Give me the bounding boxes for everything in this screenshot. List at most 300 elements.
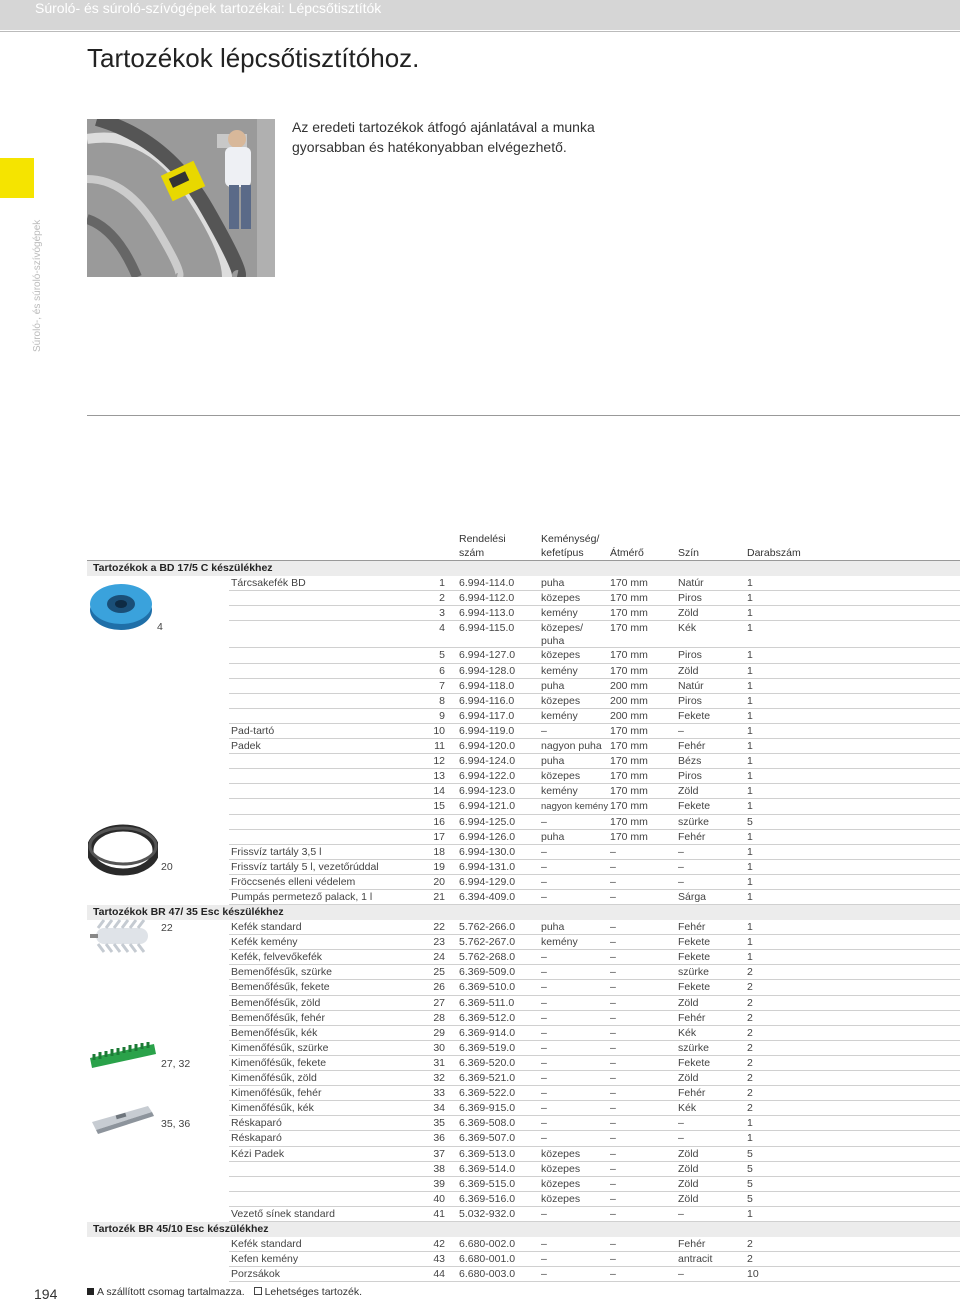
cell-hard: közepes [541, 1147, 581, 1160]
col-hardness [541, 532, 599, 560]
cell-qty: 1 [747, 860, 753, 873]
cell-color: antracit [678, 1253, 713, 1266]
cell-color: szürke [678, 815, 709, 828]
cell-no: 44 [433, 1268, 445, 1281]
cell-code: 6.994-130.0 [459, 845, 516, 858]
cell-diam: – [610, 936, 616, 949]
cell-color: – [678, 845, 684, 858]
cell-hard: kemény [541, 936, 578, 949]
cell-no: 36 [433, 1132, 445, 1145]
col-hardness-line1: Keménység/ [541, 533, 600, 545]
cell-diam: – [610, 1117, 616, 1130]
section-br-47-35: Tartozékok BR 47/ 35 Esc készülékhez [87, 905, 960, 920]
cell-qty: 2 [747, 1238, 753, 1250]
table-row [229, 996, 960, 1011]
table-row [229, 1086, 960, 1101]
cell-diam: 170 mm [610, 815, 648, 828]
table-row [229, 694, 960, 709]
cell-no: 30 [433, 1041, 445, 1054]
cell-no: 27 [433, 996, 445, 1009]
table-row [229, 1252, 960, 1267]
cell-diam: 170 mm [610, 577, 648, 589]
cell-color: Piros [678, 694, 702, 707]
cell-diam: – [610, 1177, 616, 1190]
cell-diam: 170 mm [610, 664, 648, 677]
table-row [229, 965, 960, 980]
cell-color: Fehér [678, 1087, 706, 1100]
cell-code: 6.994-117.0 [459, 709, 515, 722]
cell-color: Kék [678, 622, 697, 635]
cell-code: 6.994-128.0 [459, 664, 516, 677]
cell-name: Vezető sínek standard [231, 1208, 335, 1220]
cell-diam: 170 mm [610, 622, 648, 635]
roller-brush-image [90, 916, 154, 961]
cell-code: 6.369-509.0 [459, 966, 516, 979]
cell-diam: – [610, 860, 616, 873]
cell-hard: – [541, 1253, 547, 1266]
cell-diam: 170 mm [610, 607, 648, 620]
cell-code: 6.369-515.0 [459, 1177, 516, 1190]
cell-color: Sárga [678, 891, 707, 904]
picture-label: 27, 32 [161, 1058, 191, 1070]
cell-diam: – [610, 1162, 616, 1175]
cell-no: 17 [433, 830, 445, 843]
cell-color: Zöld [678, 1162, 699, 1175]
table-row [229, 1207, 960, 1222]
cell-hard: – [541, 860, 547, 873]
table-row [229, 1116, 960, 1131]
cell-qty: 5 [747, 815, 753, 828]
cell-hard-line2: puha [541, 635, 565, 648]
cell-code: 6.369-914.0 [459, 1026, 516, 1039]
cell-diam: 170 mm [610, 592, 648, 605]
cell-qty: 1 [747, 921, 753, 933]
cell-diam: 170 mm [610, 770, 648, 783]
cell-hard: kemény [541, 607, 578, 620]
cell-color: Zöld [678, 996, 699, 1009]
cell-code: 6.369-521.0 [459, 1072, 516, 1084]
cell-code: 6.994-114.0 [459, 577, 515, 589]
cell-hard: puha [541, 755, 565, 768]
table-row [229, 724, 960, 739]
cell-color: Bézs [678, 755, 702, 768]
header-divider [0, 31, 960, 32]
cell-no: 3 [439, 607, 445, 620]
cell-qty: 1 [747, 845, 753, 858]
cell-hard: puha [541, 577, 565, 589]
cell-color: Piros [678, 770, 702, 783]
cell-qty: 5 [747, 1147, 753, 1160]
cell-color: szürke [678, 1041, 709, 1054]
cell-code: 6.369-514.0 [459, 1162, 516, 1175]
cell-no: 37 [433, 1147, 445, 1160]
cell-code: 6.994-120.0 [459, 740, 516, 753]
cell-diam: – [610, 966, 616, 979]
cell-qty: 1 [747, 622, 753, 635]
table-row [229, 845, 960, 860]
cell-hard: – [541, 981, 547, 994]
cell-qty: 1 [747, 1117, 753, 1130]
cell-hard: – [541, 845, 547, 858]
cell-diam: – [610, 1011, 616, 1024]
cell-diam: – [610, 981, 616, 994]
cell-no: 35 [433, 1117, 445, 1130]
table-row [229, 679, 960, 694]
cell-no: 2 [439, 592, 445, 605]
table-row [229, 1041, 960, 1056]
col-order-no-line1: Rendelési [459, 533, 506, 545]
cell-code: 6.394-409.0 [459, 891, 516, 904]
cell-hard: – [541, 1268, 547, 1281]
legend [87, 1286, 368, 1298]
cell-name: Bemenőfésűk, fekete [231, 981, 330, 994]
cell-code: 6.994-113.0 [459, 607, 515, 620]
cell-color: Natúr [678, 577, 704, 589]
picture-label: 22 [161, 922, 173, 934]
cell-color: Fehér [678, 1011, 706, 1024]
cell-name: Réskaparó [231, 1117, 282, 1130]
cell-hard: – [541, 1056, 547, 1069]
cell-code: 6.994-115.0 [459, 622, 515, 635]
cell-qty: 2 [747, 1102, 753, 1115]
cell-color: – [678, 1268, 684, 1281]
intro-text: Az eredeti tartozékok átfogó ajánlatával a munka gyorsabban és hatékonyabban elvégezhető. [292, 119, 595, 155]
cell-hard: – [541, 1041, 547, 1054]
cell-qty: 1 [747, 936, 753, 949]
table-row [229, 1147, 960, 1162]
cell-code: 6.994-124.0 [459, 755, 516, 768]
cell-diam: – [610, 1268, 616, 1281]
cell-code: 6.369-512.0 [459, 1011, 516, 1024]
cell-hard: – [541, 1026, 547, 1039]
table-row [229, 830, 960, 845]
cell-qty: 1 [747, 649, 753, 662]
cell-qty: 5 [747, 1192, 753, 1205]
cell-hard: – [541, 1102, 547, 1115]
cell-code: 6.369-522.0 [459, 1087, 516, 1100]
cell-hard: – [541, 1238, 547, 1250]
cell-qty: 5 [747, 1177, 753, 1190]
cell-no: 38 [433, 1162, 445, 1175]
cell-diam: – [610, 1238, 616, 1250]
table-row [229, 935, 960, 950]
scraper-image [88, 1100, 158, 1141]
cell-code: 6.994-116.0 [459, 694, 515, 707]
cell-qty: 1 [747, 830, 753, 843]
cell-diam: – [610, 1132, 616, 1145]
cell-color: Fehér [678, 740, 706, 753]
cell-no: 10 [433, 724, 445, 737]
cell-qty: 1 [747, 755, 753, 768]
cell-color: – [678, 860, 684, 873]
table-row [229, 1267, 960, 1282]
cell-color: Kék [678, 1102, 697, 1115]
cell-qty: 1 [747, 785, 753, 798]
table-row [229, 1177, 960, 1192]
cell-code: 6.680-002.0 [459, 1238, 516, 1250]
cell-name: Tárcsakefék BD [231, 577, 306, 589]
cell-name: Kefék standard [231, 1238, 302, 1250]
cell-no: 40 [433, 1192, 445, 1205]
cell-name: Frissvíz tartály 3,5 l [231, 845, 322, 858]
cell-no: 13 [433, 770, 445, 783]
cell-color: – [678, 1208, 684, 1220]
cell-code: 5.032-932.0 [459, 1208, 516, 1220]
legend-included [87, 1286, 245, 1298]
cell-hard: – [541, 1072, 547, 1084]
cell-code: 6.994-119.0 [459, 724, 515, 737]
table-row [229, 709, 960, 724]
cell-qty: 1 [747, 694, 753, 707]
cell-code: 6.369-511.0 [459, 996, 515, 1009]
cell-color: – [678, 1132, 684, 1145]
cell-color: Zöld [678, 785, 699, 798]
cell-color: Kék [678, 1026, 697, 1039]
cell-name: Porzsákok [231, 1268, 281, 1281]
cell-qty: 1 [747, 724, 753, 737]
cell-color: Fehér [678, 830, 706, 843]
table-row [229, 664, 960, 679]
cell-hard: közepes [541, 1162, 581, 1175]
comb-image [88, 1040, 158, 1075]
table-row [229, 950, 960, 965]
cell-no: 4 [439, 622, 445, 635]
cell-hard: közepes [541, 649, 581, 662]
cell-no: 31 [433, 1056, 445, 1069]
cell-hard: – [541, 1087, 547, 1100]
cell-diam: – [610, 875, 616, 888]
cell-qty: 1 [747, 679, 753, 692]
page-number: 194 [34, 1286, 58, 1302]
cell-hard: – [541, 996, 547, 1009]
cell-qty: 2 [747, 966, 753, 979]
cell-diam: 170 mm [610, 724, 648, 737]
cell-hard: – [541, 815, 547, 828]
cell-hard: puha [541, 921, 565, 933]
cell-code: 6.994-129.0 [459, 875, 516, 888]
cell-color: Piros [678, 649, 702, 662]
cell-no: 12 [433, 755, 445, 768]
cell-no: 9 [439, 709, 445, 722]
cell-qty: 2 [747, 981, 753, 994]
cell-no: 32 [433, 1072, 445, 1084]
cell-no: 19 [433, 860, 445, 873]
cell-name: Pad-tartó [231, 724, 275, 737]
cell-diam: 170 mm [610, 800, 648, 813]
cell-name: Pumpás permetező palack, 1 l [231, 891, 373, 904]
cell-name: Kimenőfésűk, zöld [231, 1072, 317, 1084]
table-row [229, 1056, 960, 1071]
header-bar [0, 0, 960, 30]
legend-optional-text: Lehetséges tartozék. [264, 1286, 363, 1298]
cell-code: 6.680-003.0 [459, 1268, 516, 1281]
cell-no: 39 [433, 1177, 445, 1190]
cell-code: 6.994-125.0 [459, 815, 516, 828]
table-row [229, 875, 960, 890]
cell-no: 6 [439, 664, 445, 677]
cell-hard: – [541, 966, 547, 979]
cell-no: 8 [439, 694, 445, 707]
cell-qty: 2 [747, 1072, 753, 1084]
filled-square-icon [87, 1288, 94, 1295]
table-row [229, 890, 960, 905]
cell-hard: – [541, 1117, 547, 1130]
cell-color: Zöld [678, 1147, 699, 1160]
cell-code: 5.762-266.0 [459, 921, 516, 933]
cell-diam: – [610, 996, 616, 1009]
table-row [229, 1131, 960, 1146]
cell-color: Zöld [678, 664, 699, 677]
table-row [229, 920, 960, 935]
cell-name: Kimenőfésűk, fehér [231, 1087, 322, 1100]
cell-code: 6.369-513.0 [459, 1147, 516, 1160]
cell-code: 6.994-121.0 [459, 800, 516, 813]
cell-hard: – [541, 1208, 547, 1220]
cell-qty: 2 [747, 1253, 753, 1266]
cell-color: Zöld [678, 1177, 699, 1190]
cell-code: 6.369-516.0 [459, 1192, 516, 1205]
cell-color: – [678, 1117, 684, 1130]
cell-color: Zöld [678, 1192, 699, 1205]
cell-name: Réskaparó [231, 1132, 282, 1145]
cell-qty: 1 [747, 875, 753, 888]
cell-qty: 1 [747, 664, 753, 677]
table-row [229, 769, 960, 784]
cell-no: 42 [433, 1238, 445, 1250]
table-row [229, 1192, 960, 1207]
cell-qty: 1 [747, 1132, 753, 1145]
cell-code: 6.369-915.0 [459, 1102, 516, 1115]
cell-no: 23 [433, 936, 445, 949]
cell-hard: közepes [541, 694, 581, 707]
escalator-photo [87, 119, 275, 277]
cell-name: Kimenőfésűk, kék [231, 1102, 314, 1115]
cell-diam: – [610, 1253, 616, 1266]
splash-guard-image [88, 824, 158, 881]
cell-color: – [678, 724, 684, 737]
cell-name: Frissvíz tartály 5 l, vezetőrúddal [231, 860, 379, 873]
table-row [229, 606, 960, 621]
cell-color: Zöld [678, 1072, 699, 1084]
picture-label: 35, 36 [161, 1118, 191, 1130]
cell-code: 6.994-122.0 [459, 770, 516, 783]
cell-name: Bemenőfésűk, fehér [231, 1011, 325, 1024]
cell-hard: – [541, 891, 547, 904]
cell-name: Kézi Padek [231, 1147, 285, 1160]
cell-diam: – [610, 1072, 616, 1084]
cell-diam: 200 mm [610, 679, 648, 692]
cell-diam: – [610, 1056, 616, 1069]
cell-qty: 2 [747, 1041, 753, 1054]
table-row [229, 576, 960, 591]
cell-qty: 1 [747, 592, 753, 605]
section-br-45-10: Tartozék BR 45/10 Esc készülékhez [87, 1222, 960, 1237]
col-order-no [459, 532, 506, 560]
cell-color: Zöld [678, 607, 699, 620]
table-row [229, 1011, 960, 1026]
col-order-no-line2: szám [459, 547, 485, 559]
cell-name: Kefen kemény [231, 1253, 299, 1266]
cell-qty: 1 [747, 1208, 753, 1220]
cell-diam: – [610, 1192, 616, 1205]
legend-included-text: A szállított csomag tartalmazza. [97, 1286, 245, 1298]
table-row [229, 860, 960, 875]
legend-optional [254, 1286, 362, 1298]
cell-qty: 1 [747, 891, 753, 904]
cell-code: 6.994-118.0 [459, 679, 515, 692]
col-hardness-line2: kefetípus [541, 547, 584, 559]
cell-code: 6.369-507.0 [459, 1132, 516, 1145]
cell-color: – [678, 875, 684, 888]
cell-no: 18 [433, 845, 445, 858]
cell-color: Fekete [678, 936, 711, 949]
cell-hard: – [541, 1011, 547, 1024]
cell-qty: 1 [747, 709, 753, 722]
side-tab-marker [0, 158, 34, 198]
cell-no: 14 [433, 785, 445, 798]
table-row [229, 815, 960, 830]
table-row [229, 621, 960, 648]
cell-hard: közepes [541, 1177, 581, 1190]
cell-diam: – [610, 921, 616, 933]
cell-name: Kimenőfésűk, fekete [231, 1056, 327, 1069]
cell-name: Kimenőfésűk, szürke [231, 1041, 329, 1054]
cell-code: 6.680-001.0 [459, 1253, 516, 1266]
cell-no: 5 [439, 649, 445, 662]
cell-diam: – [610, 845, 616, 858]
cell-code: 6.994-126.0 [459, 830, 516, 843]
cell-no: 15 [433, 800, 445, 813]
cell-code: 6.369-510.0 [459, 981, 516, 994]
cell-name: Bemenőfésűk, zöld [231, 996, 321, 1009]
cell-color: Fekete [678, 1056, 711, 1069]
cell-code: 6.369-519.0 [459, 1041, 516, 1054]
cell-qty: 1 [747, 740, 753, 753]
cell-code: 6.994-123.0 [459, 785, 516, 798]
cell-hard: közepes [541, 592, 581, 605]
cell-code: 6.369-508.0 [459, 1117, 516, 1130]
cell-diam: 200 mm [610, 709, 648, 722]
cell-no: 7 [439, 679, 445, 692]
table-row [229, 754, 960, 769]
cell-qty: 2 [747, 1026, 753, 1039]
cell-diam: – [610, 951, 616, 964]
table-row [229, 1101, 960, 1116]
cell-qty: 2 [747, 1087, 753, 1100]
side-label: Súroló-, és súroló-szívógépek [32, 219, 43, 352]
cell-code: 6.994-112.0 [459, 592, 515, 605]
cell-no: 16 [433, 815, 445, 828]
cell-code: 6.994-131.0 [459, 860, 516, 873]
page-title: Tartozékok lépcsőtisztítóhoz. [87, 43, 420, 73]
cell-diam: 200 mm [610, 694, 648, 707]
cell-diam: – [610, 1208, 616, 1220]
cell-code: 5.762-267.0 [459, 936, 516, 949]
cell-hard: közepes [541, 1192, 581, 1205]
cell-no: 34 [433, 1102, 445, 1115]
cell-name: Padek [231, 740, 261, 753]
cell-hard: nagyon kemény [541, 801, 609, 813]
cell-diam: 170 mm [610, 740, 648, 753]
cell-hard: kemény [541, 664, 578, 677]
cell-name: Kefék kemény [231, 936, 298, 949]
cell-color: Fekete [678, 951, 711, 964]
cell-color: Fekete [678, 981, 711, 994]
cell-qty: 2 [747, 1056, 753, 1069]
cell-qty: 2 [747, 1011, 753, 1024]
picture-label: 20 [161, 861, 173, 873]
cell-no: 1 [439, 577, 445, 589]
